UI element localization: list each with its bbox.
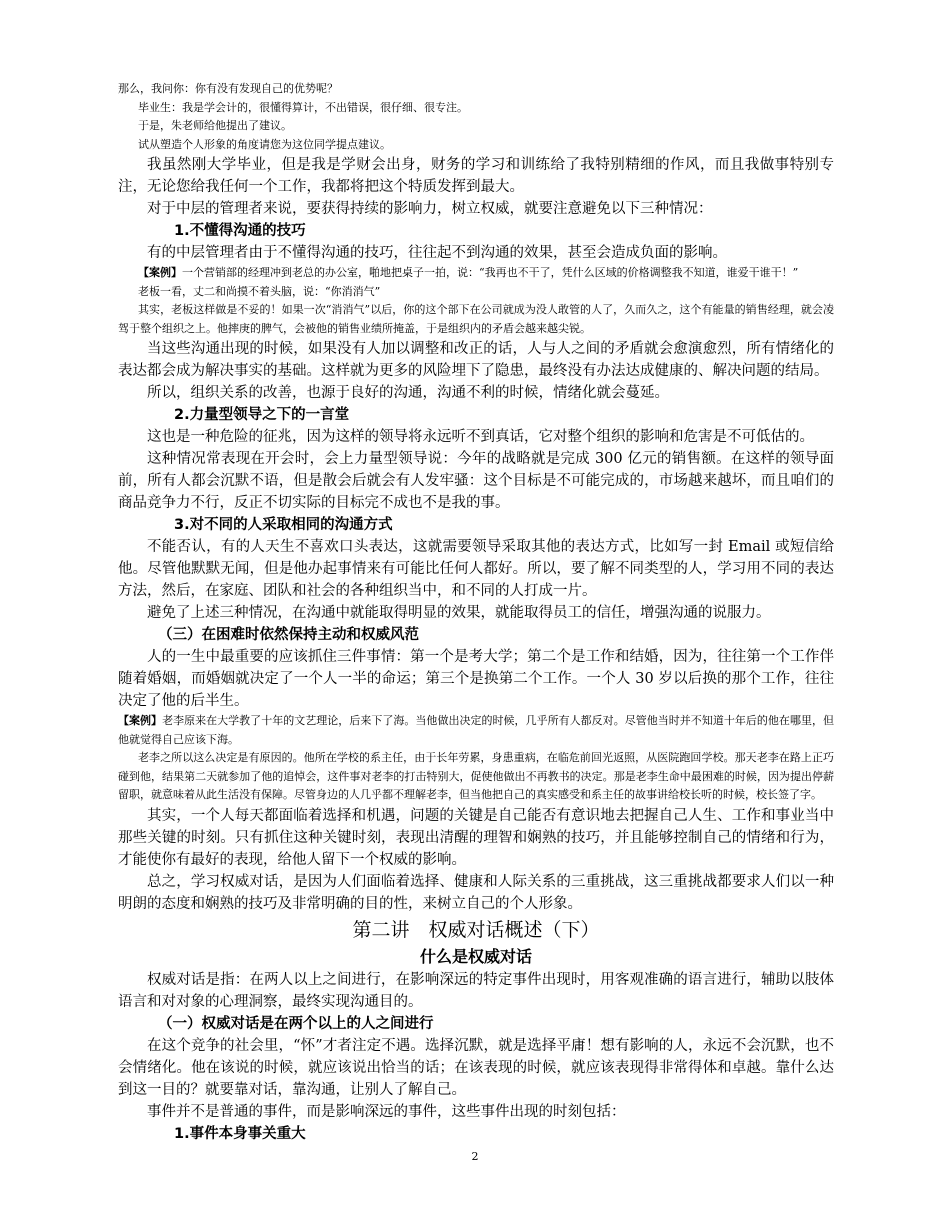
case-label: 【案例】 <box>118 714 163 727</box>
paragraph-heading-2a: 这也是一种危险的征兆，因为这样的领导将永远听不到真话，它对整个组织的影响和危害是不可低估的。 <box>147 429 814 445</box>
paragraph-organization: 所以，组织关系的改善，也源于良好的沟通，沟通不利的时候，情绪化就会蔓延。 <box>147 385 669 401</box>
paragraph-events: 事件并不是普通的事件，而是影响深远的事件，这些事件出现的时刻包括： <box>147 1103 626 1120</box>
heading-event-1: 1.事件本身事关重大 <box>174 1125 306 1142</box>
dialogue-line: 毕业生：我是学会计的，很懂得算计，不出错误，很仔细、很专注。 <box>138 100 468 114</box>
dialogue-line: 那么，我问你：你有没有发现自己的优势呢？ <box>118 82 338 95</box>
case-2 <box>118 712 834 749</box>
lecture-subtitle: 什么是权威对话 <box>419 946 532 966</box>
paragraph-avoid: 避免了上述三种情况，在沟通中就能取得明显的效果，就能取得员工的信任，增强沟通的说服力。 <box>147 605 771 621</box>
document-page <box>118 80 834 1145</box>
heading-1: 1.不懂得沟通的技巧 <box>174 223 306 239</box>
case-text: 老李原来在大学教了十年的文艺理论，后来下了海。当他做出决定的时候，几乎所有人都反对。尽管他当时并不知道十年后的他在哪里，但他就觉得自己应该下海。 <box>118 714 834 746</box>
section-heading-1: （一）权威对话是在两个以上的人之间进行 <box>158 1015 434 1032</box>
paragraph-answer: 我虽然刚大学毕业，但是我是学财会出身，财务的学习和训练给了我特别精细的作风，而且我做事特别专注，无论您给我任何一个工作，我都将把这个特质发挥到最大。 <box>118 157 834 195</box>
page-number: 2 <box>471 1150 479 1163</box>
paragraph-heading-1: 有的中层管理者由于不懂得沟通的技巧，往往起不到沟通的效果，甚至会造成负面的影响。 <box>147 245 727 261</box>
case-1-line-2: 老板一看，丈二和尚摸不着头脑，说：“你消消气” <box>138 284 381 298</box>
section-heading-3: （三）在困难时依然保持主动和权威风范 <box>158 627 419 643</box>
case-label: 【案例】 <box>138 266 182 279</box>
heading-3: 3.对不同的人采取相同的沟通方式 <box>174 517 393 533</box>
paragraph-heading-2b: 这种情况常表现在开会时，会上力量型领导说：今年的战略就是完成 300 亿元的销售额。在这样的领导面前，所有人都会沉默不语，但是散会后就会有人发牢骚：这个目标是不可能完成的，市场越来越坏，而且咱们的商品竞争力不行，反正不切实际的目标完不成也不是我的事。 <box>118 451 834 511</box>
paragraph-summary: 总之，学习权威对话，是因为人们面临着选择、健康和人际关系的三重挑战，这三重挑战都要求人们以一种明朗的态度和娴熟的技巧及非常明确的目的性，来树立自己的个人形象。 <box>118 873 834 912</box>
dialogue-line: 于是，朱老师给他提出了建议。 <box>138 119 292 132</box>
paragraph-definition: 权威对话是指：在两人以上之间进行，在影响深远的特定事件出现时，用客观准确的语言进行，辅助以肢体语言和对对象的心理洞察，最终实现沟通目的。 <box>118 971 834 1010</box>
case-1-line-3: 其实，老板这样做是不妥的！如果一次“消消气”以后，你的这个部下在公司就成为没人敢管的人了，久而久之，这个有能量的销售经理，就会凌驾于整个组织之上。他摔庚的脾气，会被他的销售业绩所掩盖，于是组织内的矛盾会越来越尖锐。 <box>118 303 834 335</box>
case-1 <box>118 264 834 283</box>
paragraph-competition: 在这个竞争的社会里，“怀”才者注定不遇。选择沉默，就是选择平庸！想有影响的人，永远不会沉默，也不会情绪化。他在该说的时候，就应该说出恰当的话；在该表现的时候，就应该表现得非常得体和卓越。靠什么达到这一目的？就要靠对话，靠沟通，让别人了解自己。 <box>118 1037 834 1098</box>
case-2-line-2: 老李之所以这么决定是有原因的。他所在学校的系主任，由于长年劳累，身患重病，在临危前回光返照，从医院跑回学校。那天老李在路上正巧碰到他，结果第二天就参加了他的追悼会，这件事对老李的打击特别大，促使他做出不再教书的决定。那是老李生命中最困难的时候，因为提出停薪留职，就意味着从此生活没有保障。尽管身边的人几乎都不理解老李，但当他把自己的真实感受和系主任的故事讲给校长听的时候，校长签了字。 <box>118 751 834 801</box>
paragraph-life: 人的一生中最重要的应该抓住三件事情：第一个是考大学；第二个是工作和结婚，因为，往往第一个工作伴随着婚姻，而婚姻就决定了一个人一半的命运；第三个是换第二个工作。一个人 30 岁以后换的那个工作，往往决定了他的后半生。 <box>118 649 834 709</box>
paragraph-heading-3: 不能否认，有的人天生不喜欢口头表达，这就需要领导采取其他的表达方式，比如写一封 Email 或短信给他。尽管他默默无闻，但是他办起事情来有可能比任何人都好。所以，要了解不同类型的人，学习用不同的表达方法，然后，在家庭、团队和社会的各种组织当中，和不同的人打成一片。 <box>118 539 834 599</box>
paragraph-intro: 对于中层的管理者来说，要获得持续的影响力，树立权威，就要注意避免以下三种情况： <box>147 201 713 217</box>
dialogue-line: 试从塑造个人形象的角度请您为这位同学提点建议。 <box>138 137 391 151</box>
paragraph-conflict: 当这些沟通出现的时候，如果没有人加以调整和改正的话，人与人之间的矛盾就会愈演愈烈，所有情绪化的表达都会成为解决事实的基础。这样就为更多的风险埋下了隐患，最终没有办法达成健康的、解决问题的结局。 <box>118 341 834 379</box>
lecture-title: 第二讲 权威对话概述（下） <box>352 918 600 941</box>
case-text: 一个营销部的经理冲到老总的办公室，啪地把桌子一拍，说：“我再也不干了，凭什么区域的价格调整我不知道，谁爱干谁干！” <box>182 266 799 279</box>
heading-2: 2.力量型领导之下的一言堂 <box>174 407 350 423</box>
paragraph-moment: 其实，一个人每天都面临着选择和机遇，问题的关键是自己能否有意识地去把握自己人生、工作和事业当中那些关键的时刻。只有抓住这种关键时刻，表现出清醒的理智和娴熟的技巧，并且能够控制自己的情绪和行为，才能使你有最好的表现，给他人留下一个权威的影响。 <box>118 807 834 868</box>
